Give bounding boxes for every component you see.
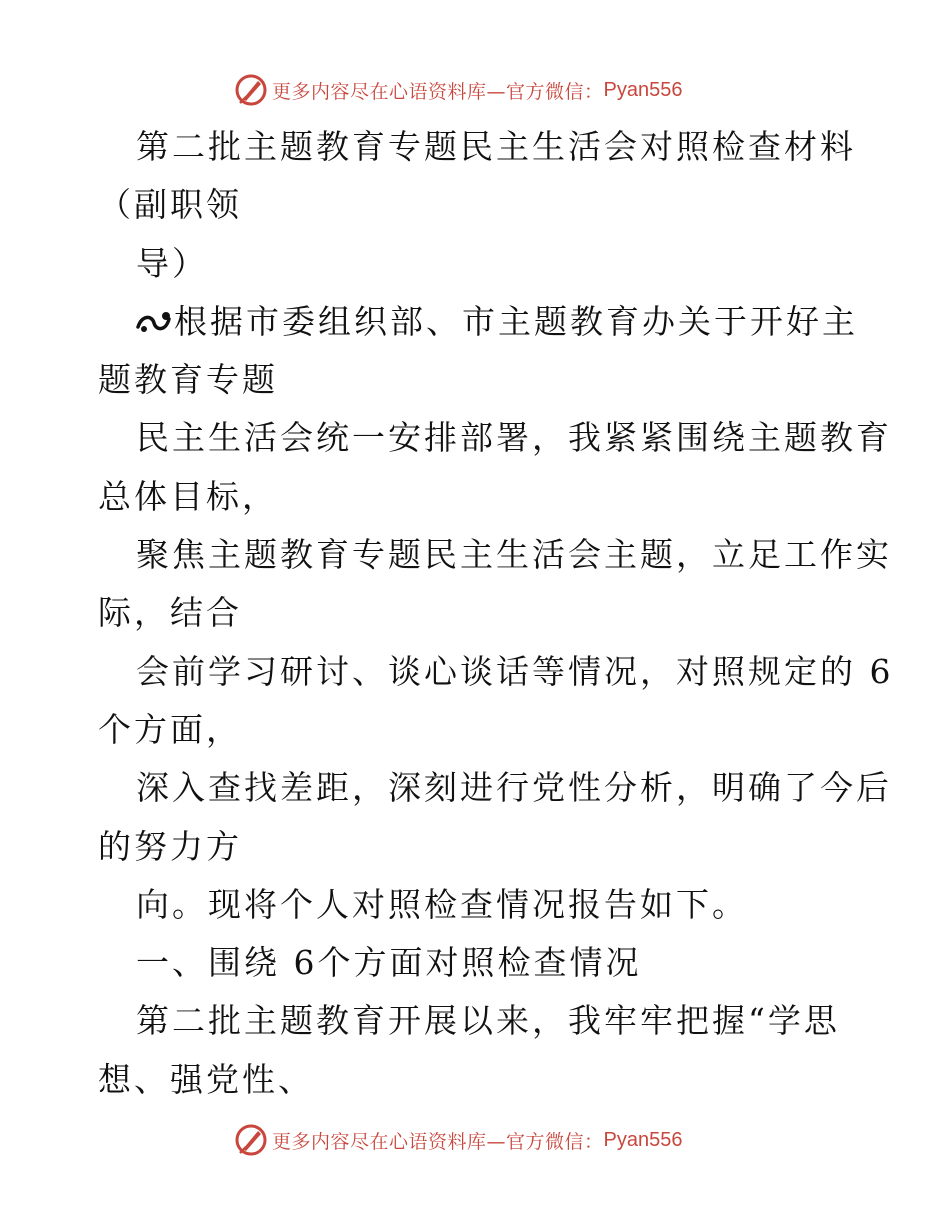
quill-logo-icon xyxy=(234,73,268,107)
paragraph-line: 的努力方 xyxy=(98,826,242,866)
paragraph-line: 深入查找差距，深刻进行党性分析，明确了今后 xyxy=(136,768,892,808)
document-body xyxy=(98,118,894,1109)
paragraph-line: 题教育专题 xyxy=(98,360,278,400)
header-banner xyxy=(0,70,950,110)
paragraph-line: 向。现将个人对照检查情况报告如下。 xyxy=(136,884,748,924)
paragraph-line: 想、强党性、 xyxy=(98,1059,314,1099)
section-heading: 一、围绕 6个方面对照检查情况 xyxy=(136,943,642,983)
banner-wechat-id: Pyan556 xyxy=(603,1128,683,1151)
banner-text: 更多内容尽在心语资料库—官方微信： xyxy=(272,80,604,103)
footer-banner-content xyxy=(234,1120,682,1160)
paragraph-line: 民主生活会统一安排部署，我紧紧围绕主题教育 xyxy=(136,418,892,458)
document-title-cont: （副职领 xyxy=(98,185,242,225)
document-title-cont: 导） xyxy=(136,243,208,283)
paragraph-line: 总体目标， xyxy=(98,476,278,516)
quill-logo-icon xyxy=(234,1123,268,1157)
paragraph-line: 会前学习研讨、谈心谈话等情况，对照规定的 6 xyxy=(136,651,894,691)
paragraph-line: 聚焦主题教育专题民主生活会主题，立足工作实 xyxy=(136,535,892,575)
paragraph-line xyxy=(98,293,858,351)
paragraph-line: 第二批主题教育开展以来，我牢牢把握“学思 xyxy=(136,1001,840,1041)
banner-wechat-id: Pyan556 xyxy=(603,78,683,101)
ornament-bullet-icon xyxy=(136,307,172,337)
paragraph-text: 根据市委组织部、市主题教育办关于开好主 xyxy=(174,301,858,341)
header-banner-content xyxy=(234,70,682,110)
paragraph-line: 际，结合 xyxy=(98,593,242,633)
document-title: 第二批主题教育专题民主生活会对照检查材料 xyxy=(136,127,856,166)
banner-text: 更多内容尽在心语资料库—官方微信： xyxy=(272,1130,604,1153)
paragraph-line: 个方面， xyxy=(98,709,242,749)
footer-banner xyxy=(0,1120,950,1160)
